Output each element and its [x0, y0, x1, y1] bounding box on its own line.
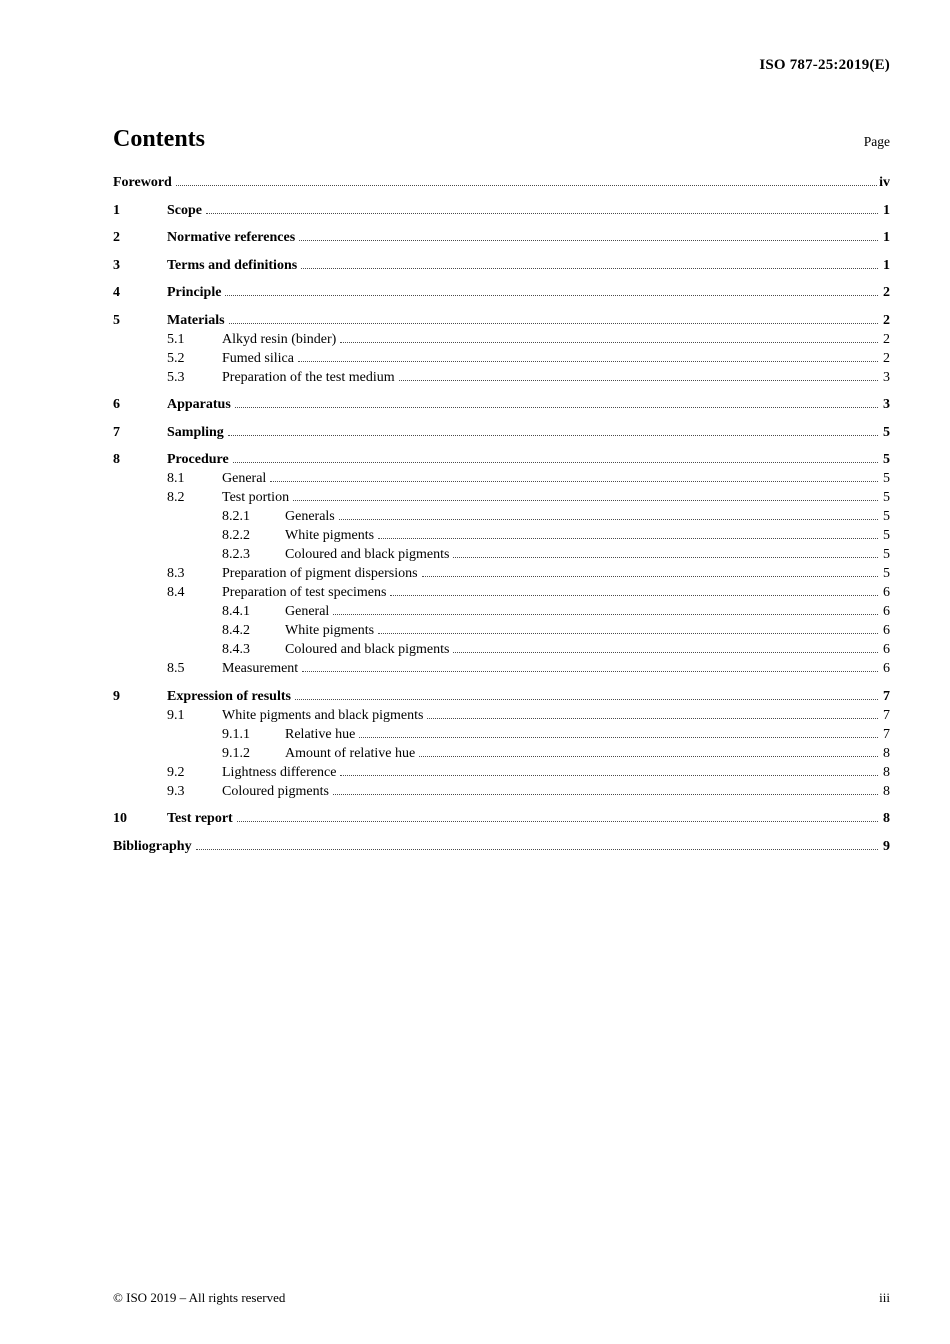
toc-leader-dots [293, 497, 878, 501]
toc-entry[interactable] [113, 706, 890, 725]
toc-leader-dots [427, 715, 878, 719]
toc-entry-page: 7 [883, 707, 890, 723]
toc-leader-dots [206, 210, 878, 214]
toc-entry-label: Scope [167, 202, 202, 218]
toc-entry-label: Test report [167, 811, 233, 826]
toc-entry-number: 7 [113, 424, 120, 440]
toc-leader-dots [340, 339, 878, 343]
toc-entry-label: Apparatus [167, 397, 231, 412]
toc-entry[interactable] [113, 228, 890, 247]
toc-entry-page: 5 [883, 566, 890, 581]
copyright-notice: © ISO 2019 – All rights reserved [113, 1290, 286, 1305]
toc-entry-number: 9.1.1 [222, 726, 250, 742]
toc-leader-dots [229, 320, 878, 324]
toc-entry-label: Materials [167, 312, 225, 328]
toc-leader-dots [233, 459, 878, 463]
toc-entry-label: Measurement [222, 661, 299, 676]
toc-entry-page: 2 [883, 285, 890, 300]
toc-entry-label: Foreword [113, 175, 172, 190]
toc-entry-page: 8 [883, 745, 890, 761]
toc-entry-label: General [222, 471, 267, 486]
toc [113, 173, 890, 856]
toc-entry[interactable] [113, 725, 890, 744]
toc-entry-page: 6 [883, 642, 890, 657]
toc-entry-number: 5.2 [167, 350, 185, 366]
toc-entry-label: Sampling [167, 424, 224, 440]
toc-entry-page: 7 [883, 726, 890, 742]
toc-entry[interactable] [113, 602, 890, 621]
toc-entry-label: Coloured and black pigments [285, 547, 450, 562]
toc-entry[interactable] [113, 395, 890, 414]
toc-leader-dots [333, 611, 878, 615]
toc-entry-label: Lightness difference [222, 764, 337, 780]
toc-entry-page: 8 [883, 811, 890, 826]
toc-entry-page: 2 [883, 312, 890, 328]
page-column-label: Page [863, 134, 890, 149]
toc-entry-label: Generals [285, 509, 335, 524]
toc-entry-label: White pigments and black pigments [222, 707, 424, 723]
toc-entry-number: 8 [113, 452, 120, 467]
toc-entry-page: 7 [883, 688, 890, 704]
toc-entry[interactable] [113, 330, 890, 349]
toc-entry-number: 8.1 [167, 471, 185, 486]
toc-entry-label: Coloured and black pigments [285, 642, 450, 657]
toc-entry-page: 6 [883, 661, 890, 676]
toc-entry-label: Preparation of pigment dispersions [222, 566, 418, 581]
toc-leader-dots [176, 182, 877, 186]
toc-entry-page: 9 [883, 838, 890, 854]
toc-entry[interactable] [113, 545, 890, 564]
toc-entry-label: White pigments [285, 528, 375, 543]
toc-leader-dots [422, 573, 878, 577]
toc-entry-page: 2 [883, 350, 890, 366]
toc-entry-page: 1 [883, 202, 890, 218]
toc-entry[interactable] [113, 469, 890, 488]
toc-entry-number: 10 [113, 811, 127, 826]
toc-entry-label: Procedure [167, 452, 229, 467]
toc-entry[interactable] [113, 583, 890, 602]
toc-entry[interactable] [113, 488, 890, 507]
toc-entry-label: Test portion [222, 490, 290, 505]
toc-entry[interactable] [113, 173, 890, 192]
toc-leader-dots [399, 377, 878, 381]
toc-entry[interactable] [113, 640, 890, 659]
toc-entry-label: Coloured pigments [222, 783, 329, 799]
toc-entry-page: 1 [883, 230, 890, 245]
toc-entry-page: 5 [883, 471, 890, 486]
toc-entry-page: 1 [883, 257, 890, 273]
toc-entry-number: 8.4 [167, 585, 185, 600]
toc-leader-dots [340, 772, 878, 776]
toc-entry-page: 6 [883, 585, 890, 600]
toc-entry-page: 5 [883, 509, 890, 524]
toc-leader-dots [299, 237, 878, 241]
toc-entry-label: General [285, 604, 330, 619]
toc-entry-number: 8.2.2 [222, 528, 250, 543]
toc-entry[interactable] [113, 526, 890, 545]
toc-entry-number: 5 [113, 312, 120, 328]
toc-leader-dots [302, 668, 878, 672]
toc-entry[interactable] [113, 349, 890, 368]
toc-entry-number: 8.3 [167, 566, 185, 581]
toc-leader-dots [301, 265, 878, 269]
toc-entry-number: 8.4.1 [222, 604, 250, 619]
toc-entry-page: 5 [883, 490, 890, 505]
toc-entry-number: 6 [113, 397, 120, 412]
toc-entry-number: 8.2.1 [222, 509, 250, 524]
toc-entry-number: 8.4.3 [222, 642, 250, 657]
toc-leader-dots [453, 554, 878, 558]
toc-entry-page: iv [879, 175, 890, 190]
toc-leader-dots [390, 592, 878, 596]
toc-entry-number: 9.1 [167, 707, 185, 723]
toc-entry-number: 9.1.2 [222, 745, 250, 761]
toc-leader-dots [339, 516, 878, 520]
toc-leader-dots [419, 753, 878, 757]
toc-entry[interactable] [113, 311, 890, 330]
toc-entry-number: 3 [113, 257, 120, 273]
toc-leader-dots [270, 478, 878, 482]
toc-entry[interactable] [113, 782, 890, 801]
document-code: ISO 787-25:2019(E) [759, 57, 890, 73]
toc-entry-label: Fumed silica [222, 350, 294, 366]
contents-title: Contents [113, 126, 206, 152]
toc-entry[interactable] [113, 621, 890, 640]
toc-entry-page: 8 [883, 783, 890, 799]
toc-entry-label: Relative hue [285, 726, 356, 742]
toc-leader-dots [228, 432, 878, 436]
toc-entry[interactable] [113, 687, 890, 706]
toc-leader-dots [298, 358, 878, 362]
toc-entry-page: 6 [883, 623, 890, 638]
toc-entry-page: 5 [883, 547, 890, 562]
toc-entry-number: 8.2 [167, 490, 185, 505]
toc-leader-dots [378, 630, 878, 634]
toc-entry-page: 6 [883, 604, 890, 619]
contents-header [113, 126, 890, 153]
toc-entry-page: 2 [883, 331, 890, 347]
toc-leader-dots [235, 404, 878, 408]
toc-entry-number: 8.5 [167, 661, 185, 676]
toc-entry[interactable] [113, 423, 890, 442]
toc-entry[interactable] [113, 283, 890, 302]
toc-entry-label: Alkyd resin (binder) [222, 331, 337, 347]
toc-entry[interactable] [113, 763, 890, 782]
toc-entry-label: Normative references [167, 230, 296, 245]
toc-entry[interactable] [113, 450, 890, 469]
toc-entry-label: Amount of relative hue [285, 745, 416, 761]
toc-leader-dots [378, 535, 878, 539]
toc-entry[interactable] [113, 659, 890, 678]
toc-entry[interactable] [113, 744, 890, 763]
toc-entry-label: Principle [167, 285, 222, 300]
toc-entry-number: 2 [113, 230, 120, 245]
toc-entry-number: 1 [113, 202, 120, 218]
toc-entry-number: 4 [113, 285, 120, 300]
toc-entry-label: Expression of results [167, 688, 291, 704]
toc-entry-page: 5 [883, 452, 890, 467]
toc-entry-number: 5.3 [167, 369, 185, 385]
toc-entry-label: Terms and definitions [167, 257, 298, 273]
footer [113, 1290, 890, 1306]
toc-leader-dots [333, 791, 878, 795]
toc-leader-dots [453, 649, 878, 653]
toc-leader-dots [196, 846, 878, 850]
page-number: iii [879, 1290, 890, 1305]
toc-entry-number: 5.1 [167, 331, 185, 347]
toc-leader-dots [359, 734, 878, 738]
toc-entry-page: 3 [883, 369, 890, 385]
toc-entry[interactable] [113, 201, 890, 220]
toc-entry-number: 9.2 [167, 764, 185, 780]
toc-entry-page: 8 [883, 764, 890, 780]
toc-entry[interactable] [113, 368, 890, 387]
toc-entry-number: 8.4.2 [222, 623, 250, 638]
toc-entry[interactable] [113, 564, 890, 583]
toc-entry-label: Bibliography [113, 838, 192, 854]
toc-entry-page: 5 [883, 424, 890, 440]
toc-entry-number: 9 [113, 688, 120, 704]
toc-entry[interactable] [113, 809, 890, 828]
toc-entry-label: Preparation of test specimens [222, 585, 387, 600]
toc-entry-number: 8.2.3 [222, 547, 250, 562]
toc-entry-number: 9.3 [167, 783, 185, 799]
toc-entry[interactable] [113, 837, 890, 856]
toc-leader-dots [295, 696, 878, 700]
toc-entry-label: Preparation of the test medium [222, 369, 395, 385]
toc-entry-page: 3 [883, 397, 890, 412]
toc-leader-dots [225, 292, 878, 296]
toc-entry[interactable] [113, 507, 890, 526]
toc-entry[interactable] [113, 256, 890, 275]
toc-leader-dots [237, 818, 878, 822]
toc-entry-label: White pigments [285, 623, 375, 638]
toc-entry-page: 5 [883, 528, 890, 543]
